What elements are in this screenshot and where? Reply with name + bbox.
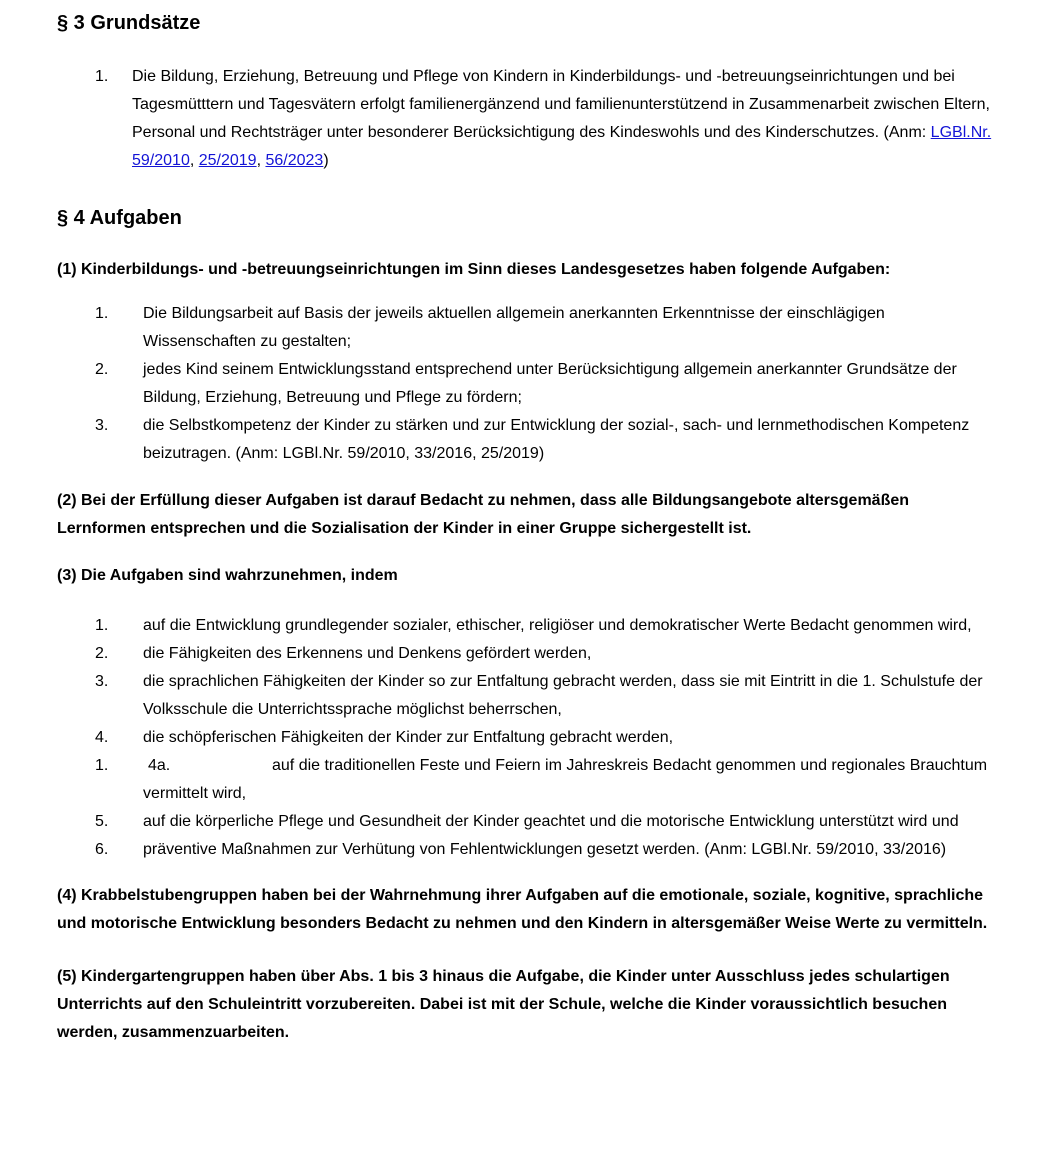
list-item-number: 1.: [95, 305, 109, 322]
paragraph-abs1-intro: (1) Kinderbildungs- und -betreuungseinrichtungen im Sinn dieses Landesgesetzes haben folgende Aufgaben:: [57, 261, 891, 278]
list-item: [57, 808, 992, 836]
list-item-text: Die Bildungsarbeit auf Basis der jeweils aktuellen allgemein anerkannten Erkenntnisse der einschlägigen Wissenschaften zu gestalten;: [143, 305, 885, 350]
list-item-text: auf die Entwicklung grundlegender sozialer, ethischer, religiöser und demokratischer Werte Bedacht genommen wird,: [143, 617, 972, 634]
list-item-text: jedes Kind seinem Entwicklungsstand entsprechend unter Berücksichtigung allgemein anerkannter Grundsätze der Bildung, Erziehung, Betreuung und Pflege zu fördern;: [143, 361, 957, 406]
list-item-text: die sprachlichen Fähigkeiten der Kinder so zur Entfaltung gebracht werden, dass sie mit Eintritt in die 1. Schulstufe der Volksschule die Unterrichtssprache möglichst beherrschen,: [143, 673, 983, 718]
sub-item-label: 4a.: [148, 757, 171, 774]
law-gazette-link[interactable]: LGBl.Nr. 59/2010: [132, 124, 992, 169]
list-item-number: 3.: [95, 417, 109, 434]
paragraph-abs5: (5) Kindergartengruppen haben über Abs. 1 bis 3 hinaus die Aufgabe, die Kinder unter Ausschluss jedes schulartigen Unterrichts auf den Schuleintritt vorzubereiten. Dabei ist mit der Schule, welche die Kinder voraussichtlich besuchen werden, zusammenzuarbeiten.: [57, 968, 950, 1041]
annotation-suffix: ): [323, 152, 329, 169]
paragraph-text: auf die traditionellen Feste und Feiern im Jahreskreis Bedacht genommen und regionales Brauchtum vermittelt wird,: [143, 757, 988, 802]
paragraph-abs2: (2) Bei der Erfüllung dieser Aufgaben ist darauf Bedacht zu nehmen, dass alle Bildungsangebote altersgemäßen Lernformen entsprechen und die Sozialisation der Kinder in einer Gruppe sichergestellt ist.: [57, 492, 910, 537]
list-item: [57, 668, 992, 724]
list-item-text: die Fähigkeiten des Erkennens und Denkens gefördert werden,: [143, 645, 592, 662]
list-item-number: 2.: [95, 645, 109, 662]
list-item-number: 6.: [95, 841, 109, 858]
list-item-number: 1.: [95, 68, 109, 85]
annotation-prefix: (Anm:: [883, 124, 931, 141]
list-abs3: [57, 612, 992, 864]
section-4-heading: § 4 Aufgaben: [57, 207, 182, 229]
separator: ,: [256, 152, 266, 169]
list-abs1: [57, 300, 992, 468]
paragraph-abs4: (4) Krabbelstubengruppen haben bei der Wahrnehmung ihrer Aufgaben auf die emotionale, soziale, kognitive, sprachliche und motorische Entwicklung besonders Bedacht zu nehmen und den Kindern in altersgemäßer Weise Werte zu vermitteln.: [57, 887, 988, 932]
paragraph-text: Die Bildung, Erziehung, Betreuung und Pflege von Kindern in Kinderbildungs- und -betreuungseinrichtungen und bei Tagesmütttern und Tagesvätern erfolgt familienergänzend und familienunterstützend in Zusammenarbeit zwischen Eltern, Personal und Rechtsträger unter besonderer Berücksichtigung des Kindeswohls und des Kinderschutzes.: [132, 68, 990, 141]
list-item-number: 1.: [95, 617, 109, 634]
list-item-text: präventive Maßnahmen zur Verhütung von Fehlentwicklungen gesetzt werden. (Anm: LGBl.Nr. 59/2010, 33/2016): [143, 841, 947, 858]
list-item-text: [132, 63, 992, 175]
list-item-number: 4.: [95, 729, 109, 746]
section-3-heading: § 3 Grundsätze: [57, 12, 201, 34]
list-item: [57, 836, 992, 864]
separator: ,: [189, 152, 199, 169]
list-item-text: auf die körperliche Pflege und Gesundheit der Kinder geachtet und die motorische Entwicklung unterstützt wird und: [143, 813, 959, 830]
list-item: [57, 356, 992, 412]
law-gazette-link[interactable]: 25/2019: [198, 152, 257, 169]
list-item: [57, 612, 992, 640]
list-item-4a: [57, 752, 992, 808]
list-item: [57, 640, 992, 668]
paragraph-abs3-intro: (3) Die Aufgaben sind wahrzunehmen, indem: [57, 567, 398, 584]
list-item-text: die schöpferischen Fähigkeiten der Kinder zur Entfaltung gebracht werden,: [143, 729, 674, 746]
list-item: [57, 724, 992, 752]
list-item-number: 2.: [95, 361, 109, 378]
list-item-number: 3.: [95, 673, 109, 690]
list-item-text: die Selbstkompetenz der Kinder zu stärken und zur Entwicklung der sozial-, sach- und lernmethodischen Kompetenz beizutragen. (Anm: LGBl.Nr. 59/2010, 33/2016, 25/2019): [143, 417, 970, 462]
list-item: [57, 412, 992, 468]
list-item-number: 1.: [95, 757, 109, 774]
list-item: [57, 300, 992, 356]
list-item-number: 5.: [95, 813, 109, 830]
list-item-text: [143, 752, 992, 808]
list-item: [57, 63, 992, 175]
law-gazette-link[interactable]: 56/2023: [265, 152, 324, 169]
